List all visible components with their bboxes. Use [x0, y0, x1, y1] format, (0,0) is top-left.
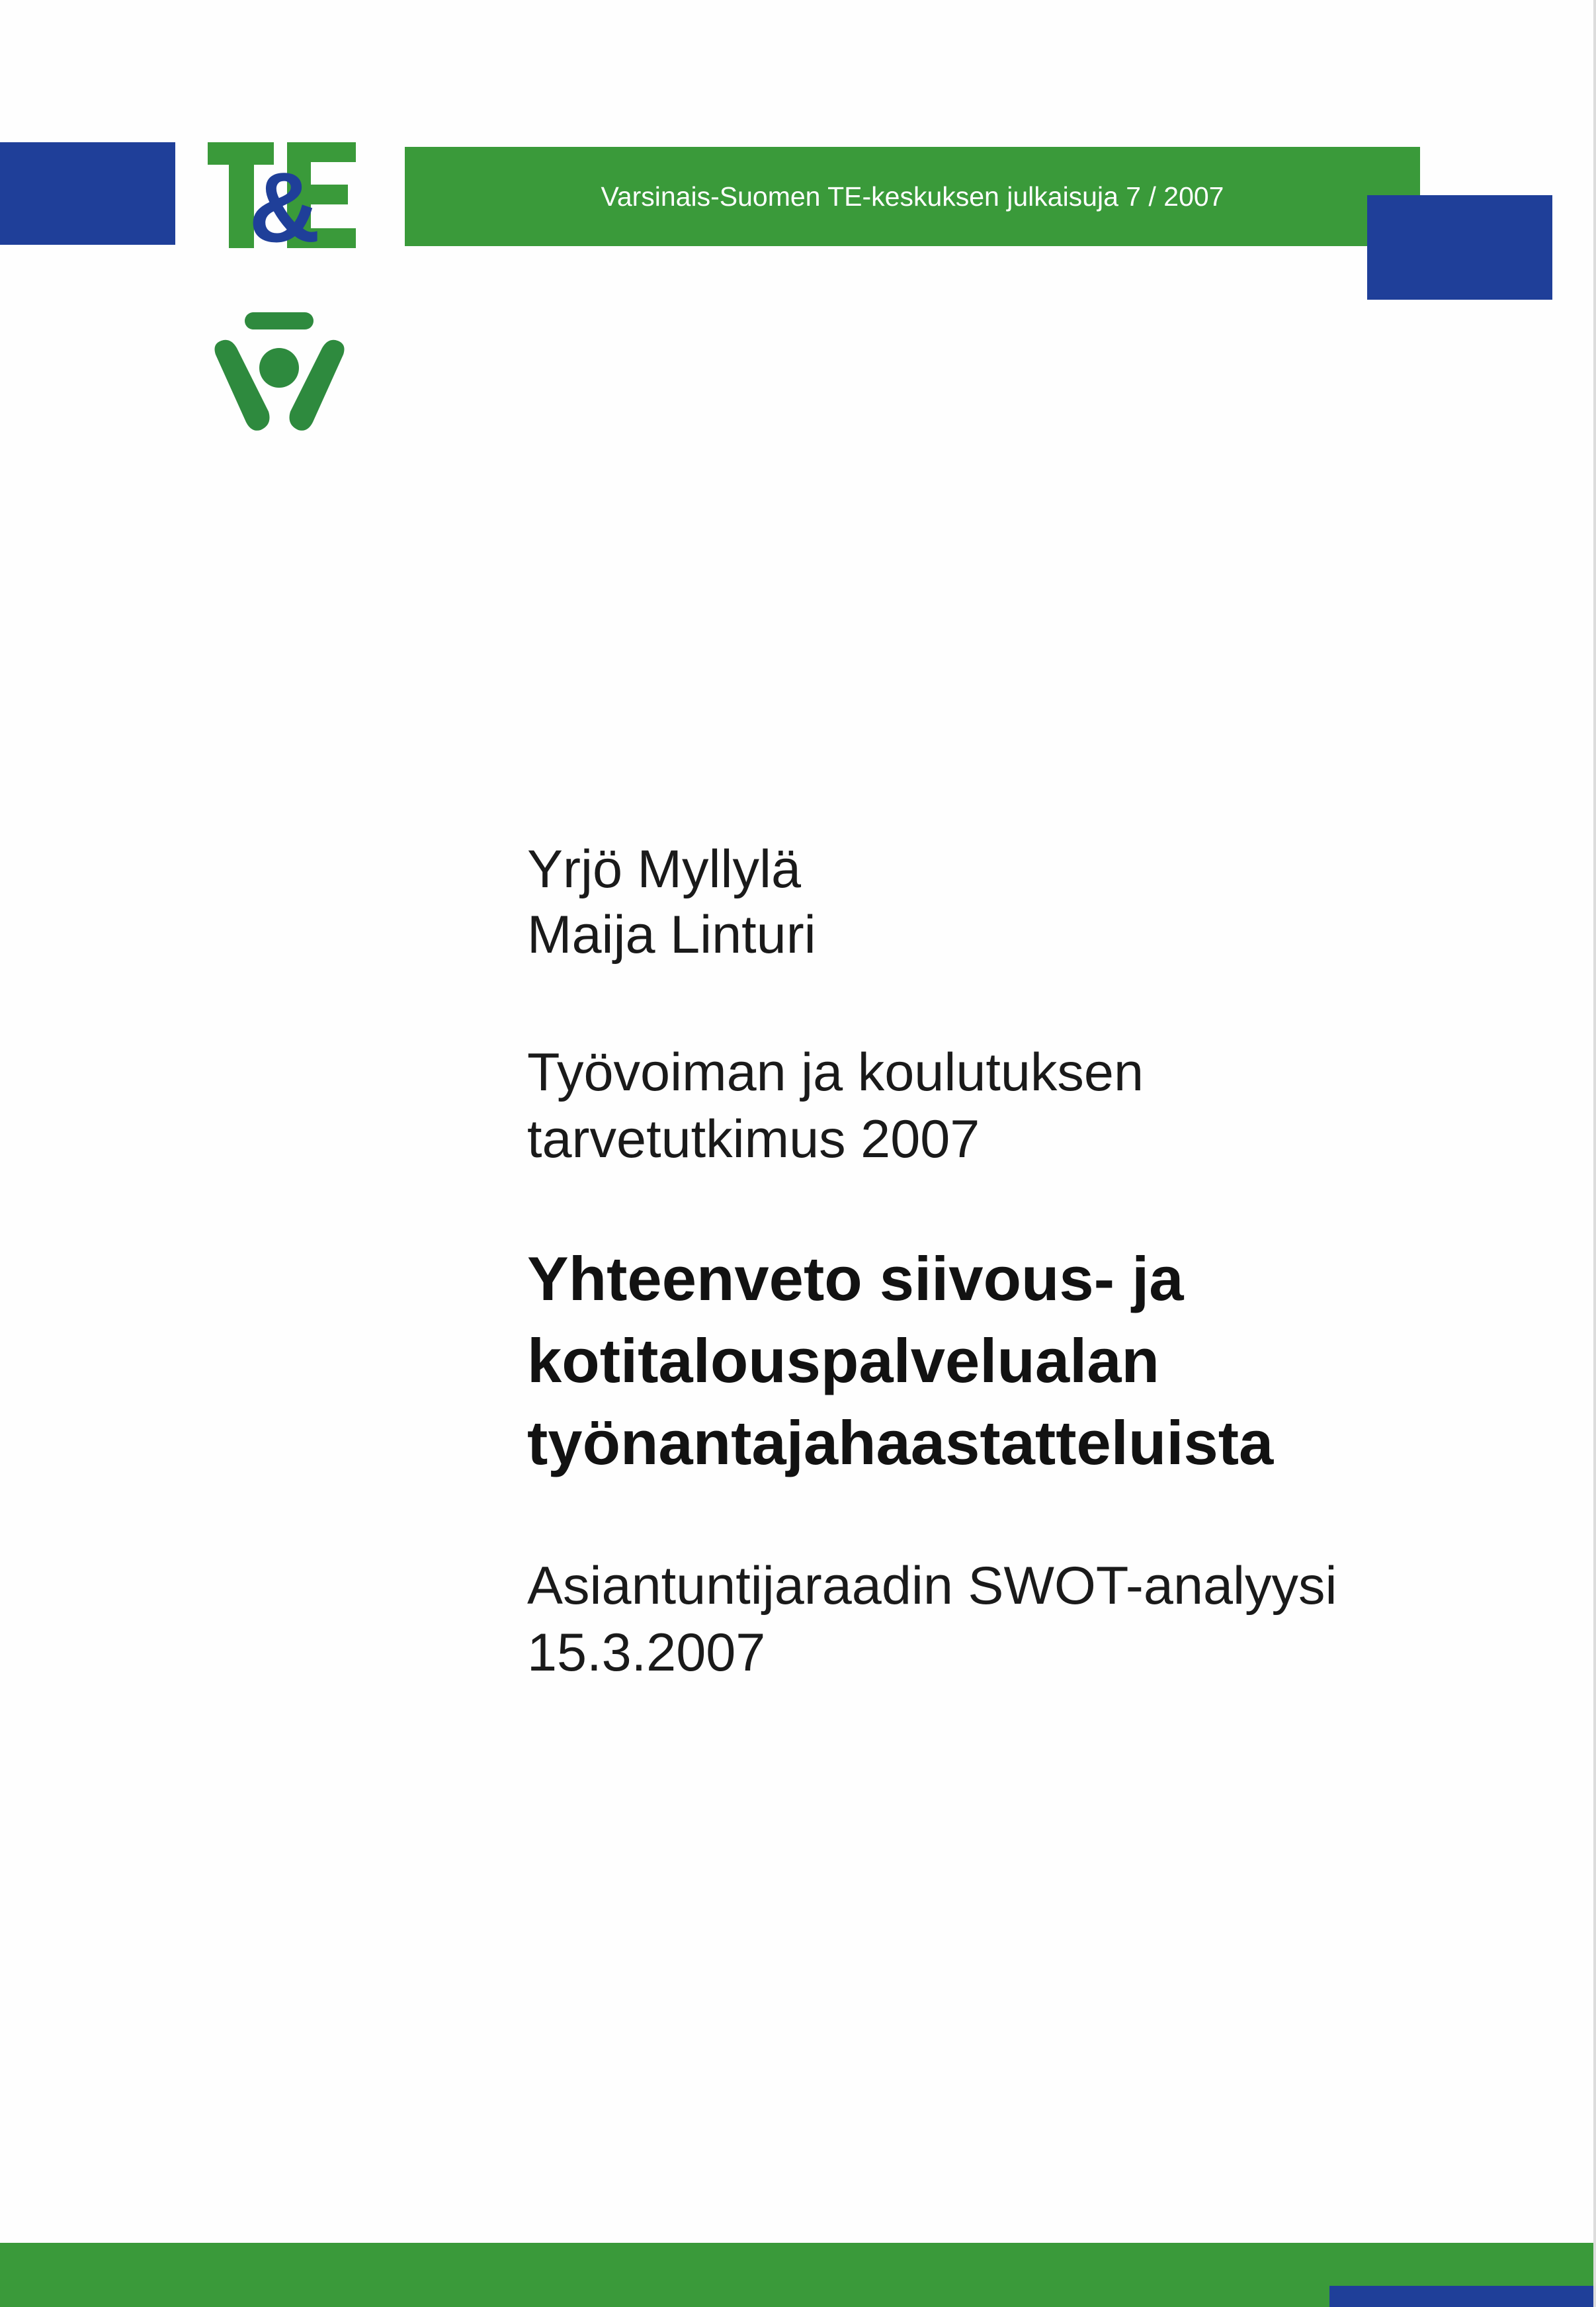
- author-name: Yrjö Myllylä: [527, 840, 802, 899]
- series-title: [527, 1039, 1453, 1173]
- series-line: Työvoiman ja koulutuksen: [527, 1043, 1144, 1102]
- te-logo-icon: [208, 142, 356, 248]
- footer-blue-bar: [1329, 2286, 1596, 2307]
- cover-text-block: [527, 837, 1453, 1686]
- document-subtitle: [527, 1553, 1453, 1686]
- subtitle-date: 15.3.2007: [527, 1623, 766, 1682]
- title-line: kotitalouspalvelualan: [527, 1326, 1159, 1395]
- authors: [527, 837, 1453, 968]
- subtitle-line: Asiantuntijaraadin SWOT-analyysi: [527, 1556, 1337, 1616]
- header-green-bar: [405, 147, 1420, 246]
- title-line: työnantajahaastatteluista: [527, 1408, 1274, 1477]
- title-line: Yhteenveto siivous- ja: [527, 1244, 1184, 1313]
- header-blue-bar-left: [0, 142, 175, 245]
- publication-series-label: Varsinais-Suomen TE-keskuksen julkaisuja 7 / 2007: [601, 181, 1224, 212]
- triangle-emblem-icon: [212, 312, 347, 438]
- svg-text:&: &: [249, 152, 321, 248]
- document-title: [527, 1238, 1453, 1484]
- series-line: tarvetutkimus 2007: [527, 1110, 980, 1169]
- author-name: Maija Linturi: [527, 905, 816, 965]
- page-edge: [1593, 0, 1596, 2307]
- header-blue-bar-right: [1367, 195, 1552, 300]
